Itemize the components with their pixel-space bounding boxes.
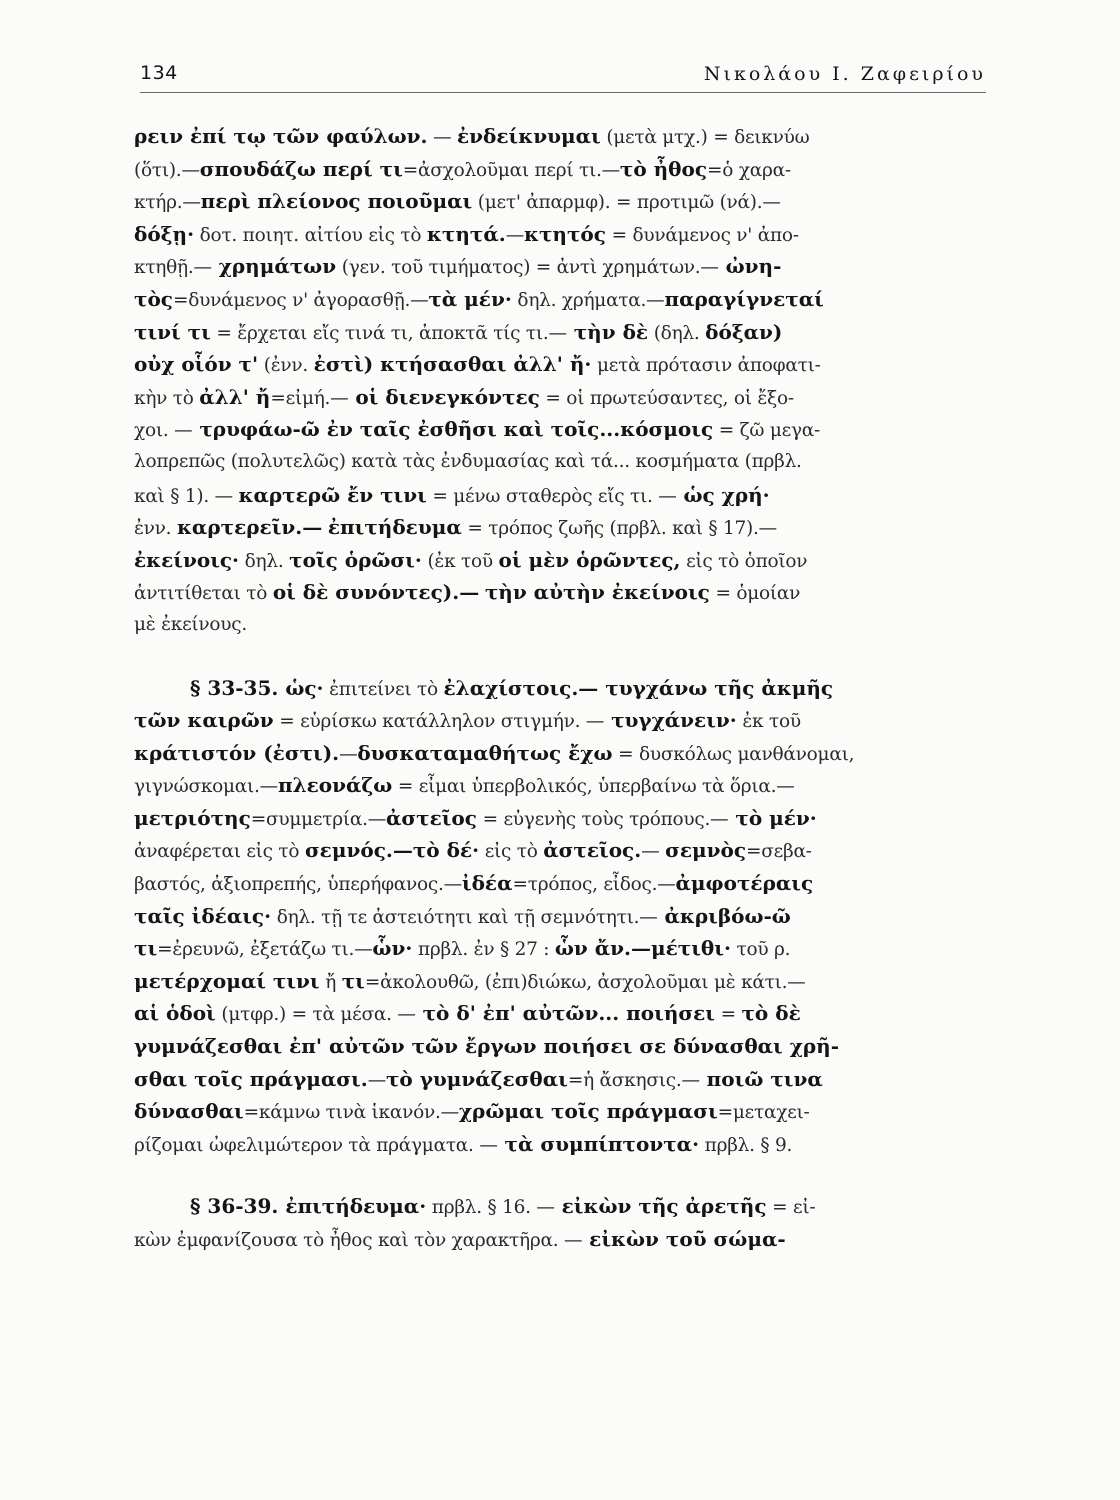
headword-text: τὸ δὲ: [741, 1001, 801, 1026]
gloss-text: χοι. —: [134, 420, 193, 442]
gloss-text: (ἐκ τοῦ: [421, 550, 499, 572]
headword-text: δόξαν): [705, 319, 783, 344]
headword-text: οἱ μὲν ὁρῶντες,: [498, 547, 681, 572]
page-number: 134: [140, 62, 178, 84]
headword-text: σπουδάζω περί τι: [199, 156, 403, 181]
headword-text: γυμνάζεσθαι ἐπ' αὐτῶν τῶν ἔργων ποιήσει σε δύνασθαι χρῆ-: [134, 1034, 839, 1059]
text-line: [134, 900, 984, 933]
headword-text: τρυφάω-ῶ ἐν ταῖς ἐσθῆσι καὶ τοῖς...κόσμοις: [192, 417, 714, 442]
text-line: [134, 834, 984, 867]
gloss-text: =ἀσχολοῦμαι περί τι.—: [402, 159, 620, 181]
text-line: [134, 153, 984, 186]
gloss-text: κτήρ.—: [134, 192, 201, 214]
text-line: [134, 381, 984, 414]
gloss-text: =ἐρευνῶ, ἐξετάζω τι.—: [157, 939, 373, 961]
gloss-text: ἐνν.: [134, 518, 177, 540]
headword-text: σεμνὸς: [665, 838, 747, 863]
gloss-text: =σεβα-: [746, 841, 812, 863]
text-line: [134, 1190, 984, 1223]
headword-text: ὡς·: [285, 675, 324, 700]
text-line: [134, 1063, 984, 1096]
paragraph: [134, 672, 984, 1161]
text-line: [134, 965, 984, 998]
gloss-text: εἰς τὸ: [479, 841, 544, 863]
gloss-text: ἤ: [319, 971, 342, 993]
text-line: [134, 997, 984, 1030]
headword-text: χρημάτων: [211, 254, 337, 279]
gloss-text: § 1). —: [170, 485, 239, 507]
text-line: [134, 609, 984, 642]
text-line: [134, 1128, 984, 1161]
text-line: [134, 120, 984, 153]
headword-text: μετριότης: [134, 805, 251, 830]
gloss-text: δηλ. χρήματα.—: [511, 289, 665, 311]
headword-text: σθαι τοῖς πράγμασι.: [134, 1066, 368, 1091]
body-text: [134, 120, 984, 1256]
gloss-text: καὶ: [134, 485, 171, 507]
text-line: [134, 769, 984, 802]
text-line: [134, 511, 984, 544]
text-line: [134, 737, 984, 770]
text-line: [134, 348, 984, 381]
gloss-text: —: [427, 127, 458, 148]
gloss-text: = ὁμοίαν: [709, 583, 801, 605]
headword-text: ποιῶ τινα: [699, 1066, 823, 1091]
gloss-text: —: [339, 743, 358, 765]
headword-text: κράτιστόν (ἐστι).: [134, 740, 340, 765]
headword-text: οὐχ οἷόν τ': [134, 352, 259, 377]
headword-text: ἐστὶ) κτήσασθαι ἀλλ' ἤ·: [313, 352, 592, 377]
headword-text: ρειν ἐπί τῳ τῶν φαύλων.: [134, 124, 428, 148]
text-line: [134, 1095, 984, 1128]
headword-text: αἱ ὁδοὶ: [134, 1001, 216, 1026]
gloss-text: (ἐνν.: [258, 355, 314, 377]
gloss-text: = δυσκόλως μανθάνομαι,: [612, 743, 855, 765]
paragraph: [134, 120, 984, 642]
text-line: [134, 250, 984, 283]
gloss-text: = εὐγενὴς τοὺς τρόπους.—: [476, 808, 729, 830]
headword-text: περὶ πλείονος ποιοῦμαι: [200, 189, 473, 214]
headword-text: § 36-39.: [190, 1194, 286, 1219]
gloss-text: πρβλ. ἐν § 27 :: [412, 939, 555, 961]
headword-text: ὧν·: [372, 936, 413, 961]
gloss-text: δοτ. ποιητ. αἰτίου εἰς τὸ: [194, 224, 427, 246]
gloss-text: =ἀκολουθῶ, (ἐπι)διώκω, ἀσχολοῦμαι μὲ κάτι.—: [364, 971, 806, 993]
gloss-text: ἐκ τοῦ: [736, 711, 801, 733]
headword-text: τοῖς ὁρῶσι·: [289, 547, 422, 572]
gloss-text: δηλ.: [239, 550, 290, 572]
gloss-text: —: [641, 841, 666, 863]
gloss-text: ἀναφέρεται εἰς τὸ: [134, 841, 305, 863]
paragraph-gap: [134, 642, 984, 672]
gloss-text: =συμμετρία.—: [250, 808, 386, 830]
headword-text: τι: [341, 968, 365, 993]
gloss-text: (μετ' ἀπαρμφ). = προτιμῶ (νά).—: [472, 192, 781, 214]
gloss-text: (γεν. τοῦ τιμήματος) = ἀντὶ χρημάτων.—: [336, 257, 719, 279]
gloss-text: (μτφρ.) = τὰ μέσα. —: [215, 1004, 416, 1026]
headword-text: τὸ γυμνάζεσθαι: [385, 1066, 568, 1091]
gloss-text: κὼν ἐμφανίζουσα τὸ ἦθος καὶ τὸν χαρακτῆρα. —: [134, 1230, 583, 1251]
gloss-text: (δηλ.: [648, 322, 706, 344]
gloss-text: =ἡ ἄσκησις.—: [567, 1069, 700, 1091]
text-line: [134, 576, 984, 609]
gloss-text: = εὑρίσκω κατάλληλον στιγμήν. —: [273, 711, 605, 733]
gloss-text: = τρόπος ζωῆς (πρβλ. καὶ § 17).—: [461, 518, 777, 540]
headword-text: ὧν ἄν.—μέτιθι·: [554, 936, 731, 961]
headword-text: ὡς χρή·: [676, 482, 770, 507]
gloss-text: γιγνώσκομαι.—: [134, 776, 278, 798]
gloss-text: = οἱ πρωτεύσαντες, οἱ ἔξο-: [539, 387, 794, 409]
headword-text: τὴν δὲ: [566, 319, 649, 344]
headword-text: ἀστεῖος: [386, 805, 477, 830]
gloss-text: =ὁ χαρα-: [707, 159, 791, 181]
headword-text: δύνασθαι: [134, 1099, 244, 1124]
headword-text: εἰκὼν τοῦ σώμα-: [582, 1227, 786, 1251]
text-line: [134, 446, 984, 479]
running-head: Νικολάου Ι. Ζαφειρίου: [703, 63, 986, 85]
headword-text: § 33-35.: [190, 675, 286, 700]
gloss-text: =δυνάμενος ν' ἀγορασθῇ.—: [172, 289, 429, 311]
text-line: [134, 218, 984, 251]
headword-text: κτητά.: [426, 221, 506, 246]
headword-text: τὸ ἦθος: [619, 156, 708, 181]
headword-text: κτητός: [523, 221, 606, 246]
headword-text: ἐκείνοις·: [134, 547, 240, 572]
text-line: [134, 544, 984, 577]
headword-text: οἱ δὲ συνόντες).—: [272, 580, 480, 605]
gloss-text: τοῦ ρ.: [730, 939, 791, 961]
headword-text: ἀκριβόω-ῶ: [657, 903, 791, 928]
headword-text: τὰ μέν·: [428, 286, 512, 311]
headword-text: ἀλλ' ἤ: [199, 384, 271, 409]
gloss-text: = μένω σταθερὸς εἴς τι. —: [426, 485, 677, 507]
text-line: [134, 704, 984, 737]
headword-text: δυσκαταμαθήτως ἔχω: [357, 740, 613, 765]
gloss-text: = ζῶ μεγα-: [713, 420, 821, 442]
gloss-text: ρίζομαι ὠφελιμώτερον τὰ πράγματα. —: [134, 1134, 498, 1156]
headword-text: τὸ μέν·: [728, 805, 817, 830]
headword-text: δόξῃ·: [134, 221, 195, 246]
gloss-text: κτηθῇ.—: [134, 257, 212, 279]
gloss-text: λοπρεπῶς (πολυτελῶς) κατὰ τὰς ἐνδυμασίας καὶ τά... κοσμήματα (πρβλ.: [134, 450, 802, 472]
text-line: [134, 932, 984, 965]
page-header: [140, 62, 986, 93]
headword-text: ἰδέα: [461, 871, 513, 896]
text-line: [134, 479, 984, 512]
gloss-text: μὲ ἐκείνους.: [134, 613, 248, 635]
headword-text: ἀμφοτέραις: [675, 871, 814, 896]
text-line: [134, 413, 984, 446]
headword-text: εἰκὼν τῆς ἀρετῆς: [554, 1194, 767, 1219]
gloss-text: =μεταχει-: [717, 1102, 810, 1124]
headword-text: ἐλαχίστοις.— τυγχάνω τῆς ἀκμῆς: [443, 675, 834, 700]
gloss-text: = δυνάμενος ν' ἀπο-: [605, 224, 799, 246]
gloss-text: =: [714, 1004, 742, 1026]
paragraph-gap: [134, 1160, 984, 1190]
text-line: [134, 1030, 984, 1063]
headword-text: παραγίγνεταί: [664, 286, 824, 311]
headword-text: οἱ διενεγκόντες: [348, 384, 540, 409]
gloss-text: = εἰ-: [766, 1197, 816, 1219]
gloss-text: = ἔρχεται εἴς τινά τι, ἀποκτᾶ τίς τι.—: [210, 322, 567, 344]
text-line: [134, 1223, 984, 1256]
headword-text: ταῖς ἰδέαις·: [134, 903, 272, 928]
headword-text: ὠνη-: [718, 254, 782, 279]
text-line: [134, 802, 984, 835]
headword-text: τυγχάνειν·: [604, 708, 737, 733]
headword-text: ἐπιτήδευμα: [327, 515, 462, 540]
gloss-text: εἰς τὸ ὁποῖον: [680, 550, 808, 572]
headword-text: καρτερῶ ἔν τινι: [238, 482, 427, 507]
headword-text: τινί τι: [134, 319, 211, 344]
headword-text: τὴν αὐτὴν ἐκείνοις: [484, 580, 710, 605]
gloss-text: βαστός, ἀξιοπρεπής, ὑπερήφανος.—: [134, 874, 462, 896]
headword-text: τῶν καιρῶν: [134, 708, 274, 733]
text-line: [134, 867, 984, 900]
gloss-text: πρβλ. § 9.: [699, 1134, 793, 1156]
text-line: [134, 316, 984, 349]
gloss-text: (ὅτι).—: [134, 159, 200, 181]
text-line: [134, 185, 984, 218]
gloss-text: = εἶμαι ὑπερβολικός, ὑπερβαίνω τὰ ὅρια.—: [392, 776, 795, 798]
headword-text: ἐπιτήδευμα·: [285, 1194, 427, 1219]
headword-text: χρῶμαι τοῖς πράγμασι: [458, 1099, 718, 1124]
gloss-text: κὴν τὸ: [134, 387, 200, 409]
gloss-text: (μετὰ μτχ.) = δεικνύω: [600, 127, 810, 148]
gloss-text: ἀντιτίθεται τὸ: [134, 583, 273, 605]
headword-text: τὸς: [134, 286, 173, 311]
gloss-text: =εἰμή.—: [270, 387, 349, 409]
gloss-text: —: [367, 1069, 386, 1091]
headword-text: ἀστεῖος.: [543, 838, 642, 863]
headword-text: μετέρχομαί τινι: [134, 968, 320, 993]
paragraph: [134, 1190, 984, 1255]
headword-text: σεμνός.—τὸ δέ·: [304, 838, 480, 863]
headword-text: πλεονάζω: [277, 773, 393, 798]
headword-text: τὰ συμπίπτοντα·: [497, 1131, 700, 1156]
gloss-text: δηλ. τῇ τε ἀστειότητι καὶ τῇ σεμνότητι.—: [271, 906, 658, 928]
gloss-text: μετὰ πρότασιν ἀποφατι-: [591, 355, 821, 377]
gloss-text: =τρόπος, εἶδος.—: [512, 874, 676, 896]
gloss-text: ἐπιτείνει τὸ: [323, 678, 444, 700]
gloss-text: πρβλ. § 16. —: [426, 1197, 555, 1219]
gloss-text: —: [505, 224, 524, 246]
gloss-text: =κάμνω τινὰ ἱκανόν.—: [243, 1102, 459, 1124]
headword-text: τὸ δ' ἐπ' αὐτῶν... ποιήσει: [415, 1001, 715, 1026]
headword-text: τι: [134, 936, 158, 961]
text-line: [134, 672, 984, 705]
headword-text: ἐνδείκνυμαι: [457, 124, 601, 148]
headword-text: καρτερεῖν.—: [176, 515, 323, 540]
text-line: [134, 283, 984, 316]
